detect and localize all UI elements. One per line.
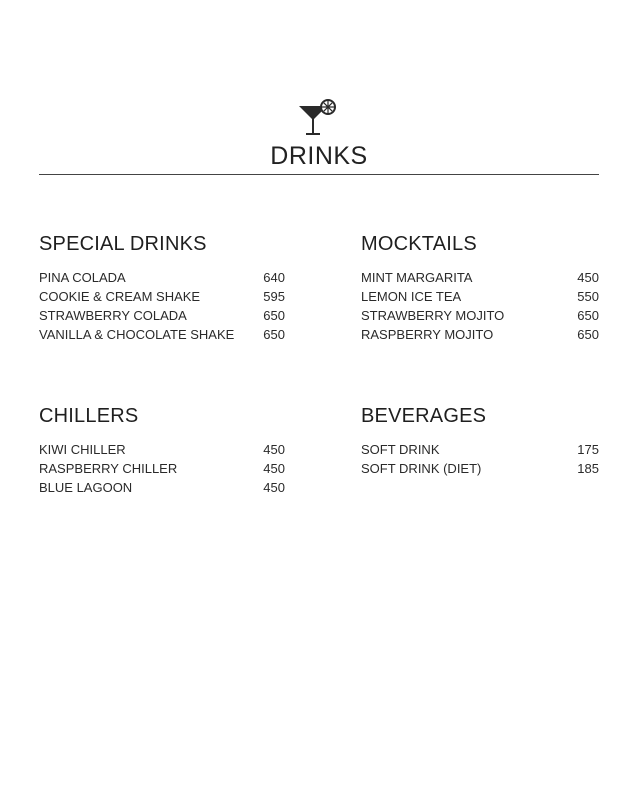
item-price: 595 <box>263 289 285 304</box>
section-title: CHILLERS <box>39 405 139 427</box>
section-title: MOCKTAILS <box>361 233 477 255</box>
header-divider <box>39 174 599 175</box>
item-price: 185 <box>577 461 599 476</box>
item-name: PINA COLADA <box>39 270 126 285</box>
section-title: SPECIAL DRINKS <box>39 233 207 255</box>
menu-item <box>361 306 599 325</box>
item-price: 650 <box>577 327 599 342</box>
item-name: RASPBERRY CHILLER <box>39 461 178 476</box>
item-name: BLUE LAGOON <box>39 480 133 495</box>
item-name: SOFT DRINK (DIET) <box>361 461 482 476</box>
menu-item <box>39 306 285 325</box>
item-name: MINT MARGARITA <box>361 270 473 285</box>
item-name: STRAWBERRY MOJITO <box>361 308 505 323</box>
section-chillers <box>39 404 285 497</box>
menu-item <box>39 478 285 497</box>
menu-item <box>39 459 285 478</box>
item-name: SOFT DRINK <box>361 442 440 457</box>
menu-item <box>361 268 599 287</box>
item-price: 175 <box>577 442 599 457</box>
section-beverages <box>361 404 599 478</box>
menu-item <box>361 325 599 344</box>
section-title: BEVERAGES <box>361 405 487 427</box>
item-name: STRAWBERRY COLADA <box>39 308 187 323</box>
menu-item <box>361 440 599 459</box>
menu-item <box>39 440 285 459</box>
item-name: RASPBERRY MOJITO <box>361 327 494 342</box>
menu-item <box>39 287 285 306</box>
menu-header <box>0 98 638 171</box>
item-price: 650 <box>263 308 285 323</box>
item-price: 450 <box>263 461 285 476</box>
page-title: DRINKS <box>270 142 368 170</box>
menu-item <box>361 287 599 306</box>
item-price: 650 <box>263 327 285 342</box>
item-price: 650 <box>577 308 599 323</box>
item-price: 640 <box>263 270 285 285</box>
item-price: 450 <box>577 270 599 285</box>
section-mocktails <box>361 232 599 344</box>
cocktail-glass-icon <box>297 98 341 140</box>
item-name: KIWI CHILLER <box>39 442 126 457</box>
menu-item <box>361 459 599 478</box>
menu-item <box>39 325 285 344</box>
item-price: 550 <box>577 289 599 304</box>
item-name: VANILLA & CHOCOLATE SHAKE <box>39 327 235 342</box>
item-name: LEMON ICE TEA <box>361 289 462 304</box>
section-special-drinks <box>39 232 285 344</box>
item-price: 450 <box>263 442 285 457</box>
menu-item <box>39 268 285 287</box>
item-name: COOKIE & CREAM SHAKE <box>39 289 201 304</box>
item-price: 450 <box>263 480 285 495</box>
